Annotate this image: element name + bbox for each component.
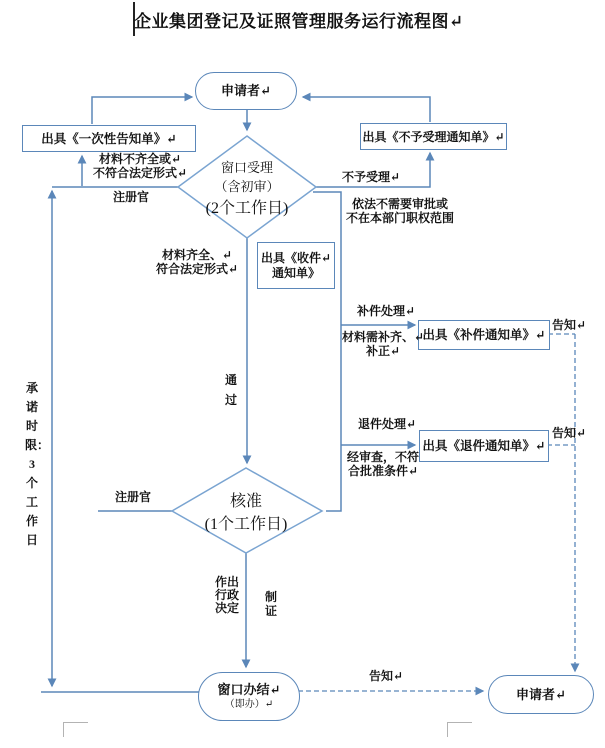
approval-line2: (1个工作日) bbox=[204, 516, 288, 533]
label-registrar-top: 注册官 bbox=[113, 190, 150, 204]
acceptance-diamond-text bbox=[182, 150, 312, 224]
one-time-notice-box bbox=[22, 125, 196, 152]
label-return-processing: 退件处理↵ bbox=[358, 417, 417, 431]
page-title: 企业集团登记及证照管理服务运行流程图↵ bbox=[134, 12, 464, 31]
approval-diamond-text bbox=[186, 483, 306, 539]
return-notice-label: 出具《退件通知单》↵ bbox=[422, 439, 546, 453]
connector-right-rail bbox=[313, 192, 341, 511]
label-supplement-processing: 补件处理↵ bbox=[357, 304, 416, 318]
applicant-top-label: 申请者↵ bbox=[221, 83, 271, 98]
label-make-decision bbox=[212, 576, 242, 615]
make-decision-line3: 决定 bbox=[214, 601, 239, 615]
label-need-supplement bbox=[338, 330, 428, 358]
one-time-notice-label: 出具《一次性告知单》↵ bbox=[41, 131, 177, 146]
applicant-bottom-label: 申请者↵ bbox=[516, 686, 566, 702]
label-promise-limit: 承诺时限：3个工作日 bbox=[25, 381, 50, 547]
make-certificate-line1: 制 bbox=[264, 590, 277, 604]
review-fail-line2: 合批准条件↵ bbox=[347, 464, 419, 478]
applicant-bottom-oval bbox=[488, 675, 594, 714]
no-approval-needed-line1: 依法不需要审批或 bbox=[351, 197, 448, 211]
applicant-top-oval bbox=[195, 72, 297, 110]
supplement-notice-box bbox=[418, 320, 550, 350]
receipt-notice-box bbox=[257, 242, 335, 289]
page-boundary-mark-right bbox=[447, 722, 472, 737]
acceptance-line3: (2个工作日) bbox=[205, 199, 289, 217]
materials-incomplete-line2: 不符合法定形式↵ bbox=[92, 166, 188, 180]
supplement-notice-label: 出具《补件通知单》↵ bbox=[422, 328, 546, 342]
receipt-notice-line2: 通知单》 bbox=[271, 265, 320, 280]
label-materials-complete bbox=[148, 248, 246, 276]
label-review-fail bbox=[343, 450, 423, 478]
rejection-notice-box bbox=[360, 123, 507, 150]
need-supplement-line2: 补正↵ bbox=[365, 344, 401, 358]
receipt-notice-line1: 出具《收件↵ bbox=[260, 250, 332, 265]
materials-incomplete-line1: 材料不齐全或↵ bbox=[98, 152, 182, 166]
label-materials-incomplete bbox=[85, 152, 195, 180]
make-decision-line1: 作出 bbox=[214, 575, 239, 589]
materials-complete-line2: 符合法定形式↵ bbox=[155, 262, 239, 276]
no-approval-needed-line2: 不在本部门职权范围 bbox=[345, 211, 454, 225]
window-completion-line1: 窗口办结↵ bbox=[217, 682, 281, 697]
connector-right-box-to-applicant bbox=[303, 97, 430, 122]
label-notify-completion: 告知↵ bbox=[369, 669, 404, 683]
label-registrar-bottom: 注册官 bbox=[115, 490, 152, 504]
acceptance-line1: 窗口受理 bbox=[220, 159, 273, 175]
acceptance-line2: （含初审） bbox=[214, 178, 280, 194]
review-fail-line1: 经审查，不符 bbox=[346, 450, 419, 464]
return-notice-box bbox=[419, 430, 549, 462]
label-not-accepted: 不予受理↵ bbox=[342, 170, 401, 184]
window-completion-line2: （即办）↵ bbox=[224, 699, 274, 710]
label-notify-supplement: 告知↵ bbox=[552, 318, 587, 332]
need-supplement-line1: 材料需补齐、↵ bbox=[341, 330, 425, 344]
connector-left-box-to-applicant bbox=[92, 97, 192, 124]
make-certificate-line2: 证 bbox=[264, 604, 277, 618]
rejection-notice-label: 出具《不予受理通知单》↵ bbox=[362, 129, 505, 144]
page-boundary-mark-left bbox=[63, 722, 88, 737]
label-pass: 通过 bbox=[224, 373, 237, 407]
label-notify-return: 告知↵ bbox=[552, 426, 587, 440]
label-make-certificate bbox=[262, 590, 280, 618]
make-decision-line2: 行政 bbox=[214, 588, 239, 602]
label-no-approval-needed bbox=[338, 197, 462, 225]
window-completion-oval bbox=[198, 672, 300, 721]
materials-complete-line1: 材料齐全、↵ bbox=[161, 248, 233, 262]
approval-line1: 核准 bbox=[229, 493, 262, 510]
